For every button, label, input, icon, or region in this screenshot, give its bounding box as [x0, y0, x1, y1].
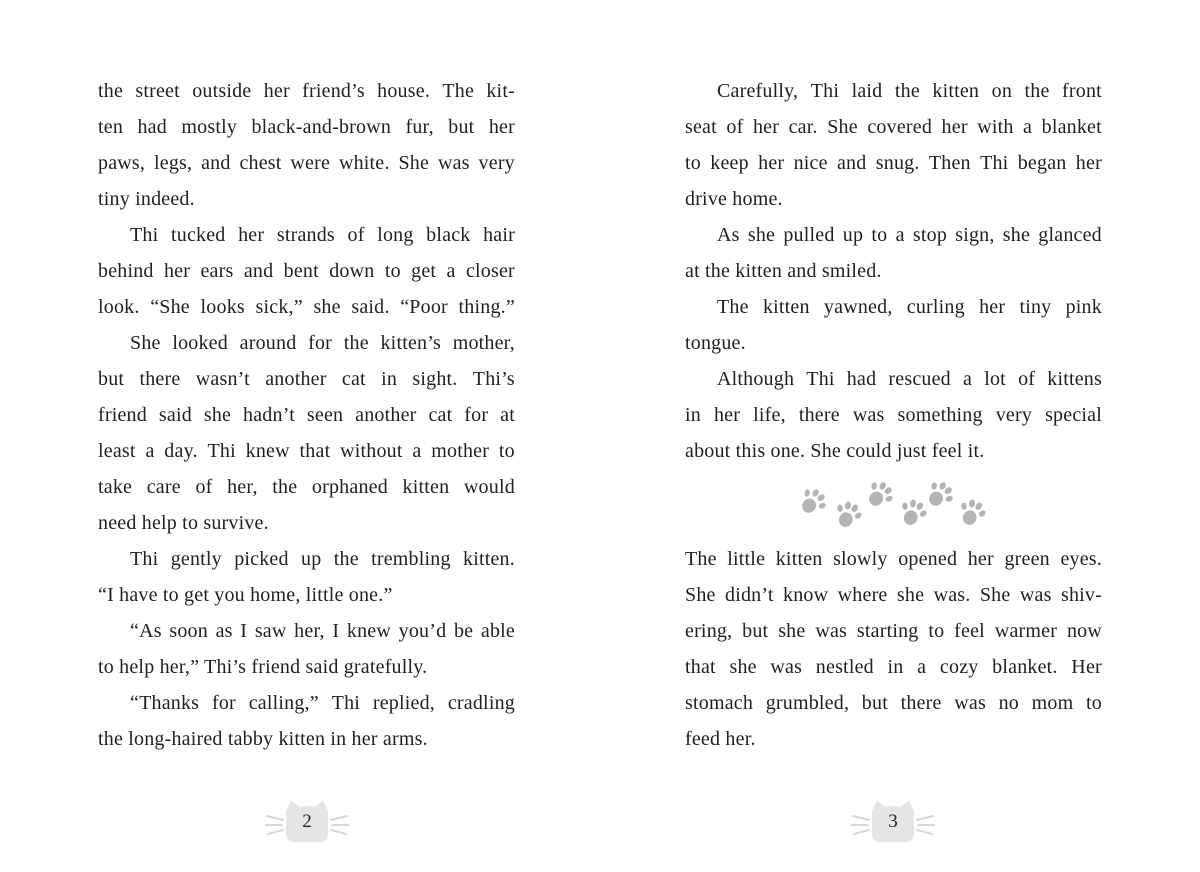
paw-print-separator	[685, 469, 1102, 541]
text-line: drive home.	[685, 188, 783, 210]
text-line: that she was nestled in a cozy blanket. Her	[685, 656, 1102, 678]
text-line: to keep her nice and snug. Then Thi began her	[685, 152, 1102, 174]
text-line: take care of her, the orphaned kitten would	[98, 476, 515, 498]
text-line: feed her.	[685, 728, 756, 750]
page-number-badge-left	[265, 798, 349, 844]
text-line: tongue.	[685, 332, 746, 354]
paw-print-icon	[792, 480, 834, 522]
text-line: ten had mostly black-and-brown fur, but her	[98, 116, 515, 138]
text-line: She didn’t know where she was. She was shiv-	[685, 584, 1102, 606]
text-line: Carefully, Thi laid the kitten on the front	[717, 80, 1102, 102]
text-line: to help her,” Thi’s friend said gratefully.	[98, 656, 428, 678]
text-line: tiny indeed.	[98, 188, 195, 210]
page-number-badge-right	[851, 798, 935, 844]
text-line: seat of her car. She covered her with a blanket	[685, 116, 1102, 138]
text-line: As she pulled up to a stop sign, she glanced	[717, 224, 1102, 246]
page-right-top-lines	[685, 73, 1102, 469]
page-number: 2	[302, 811, 312, 832]
text-line: “As soon as I saw her, I knew you’d be able	[130, 620, 515, 642]
text-line: ering, but she was starting to feel warmer now	[685, 620, 1102, 642]
text-line: Although Thi had rescued a lot of kittens	[717, 368, 1102, 390]
text-line: “I have to get you home, little one.”	[98, 584, 393, 606]
text-line: behind her ears and bent down to get a closer	[98, 260, 515, 282]
text-line: the long-haired tabby kitten in her arms.	[98, 728, 428, 750]
text-line: paws, legs, and chest were white. She was very	[98, 152, 515, 174]
text-line: friend said she hadn’t seen another cat for at	[98, 404, 515, 426]
text-line: look. “She looks sick,” she said. “Poor thing.”	[98, 296, 515, 318]
text-line: at the kitten and smiled.	[685, 260, 882, 282]
text-line: in her life, there was something very special	[685, 404, 1102, 426]
paw-print-icon	[952, 492, 991, 531]
text-line: but there wasn’t another cat in sight. Thi’s	[98, 368, 515, 390]
page-number: 3	[888, 811, 898, 832]
text-line: She looked around for the kitten’s mother,	[130, 332, 515, 354]
text-line: the street outside her friend’s house. The kit-	[98, 80, 515, 102]
text-line: “Thanks for calling,” Thi replied, cradling	[130, 692, 515, 714]
book-page-left	[98, 73, 515, 757]
text-line: The kitten yawned, curling her tiny pink	[717, 296, 1102, 318]
book-page-right	[685, 73, 1102, 757]
text-line: about this one. She could just feel it.	[685, 440, 985, 462]
paw-print-icon	[828, 494, 867, 533]
page-right-bottom-lines	[685, 541, 1102, 757]
text-line: least a day. Thi knew that without a mother to	[98, 440, 515, 462]
text-line: The little kitten slowly opened her green eyes.	[685, 548, 1102, 570]
text-line: stomach grumbled, but there was no mom to	[685, 692, 1102, 714]
text-line: need help to survive.	[98, 512, 269, 534]
text-line: Thi gently picked up the trembling kitten.	[130, 548, 515, 570]
text-line: Thi tucked her strands of long black hair	[130, 224, 515, 246]
